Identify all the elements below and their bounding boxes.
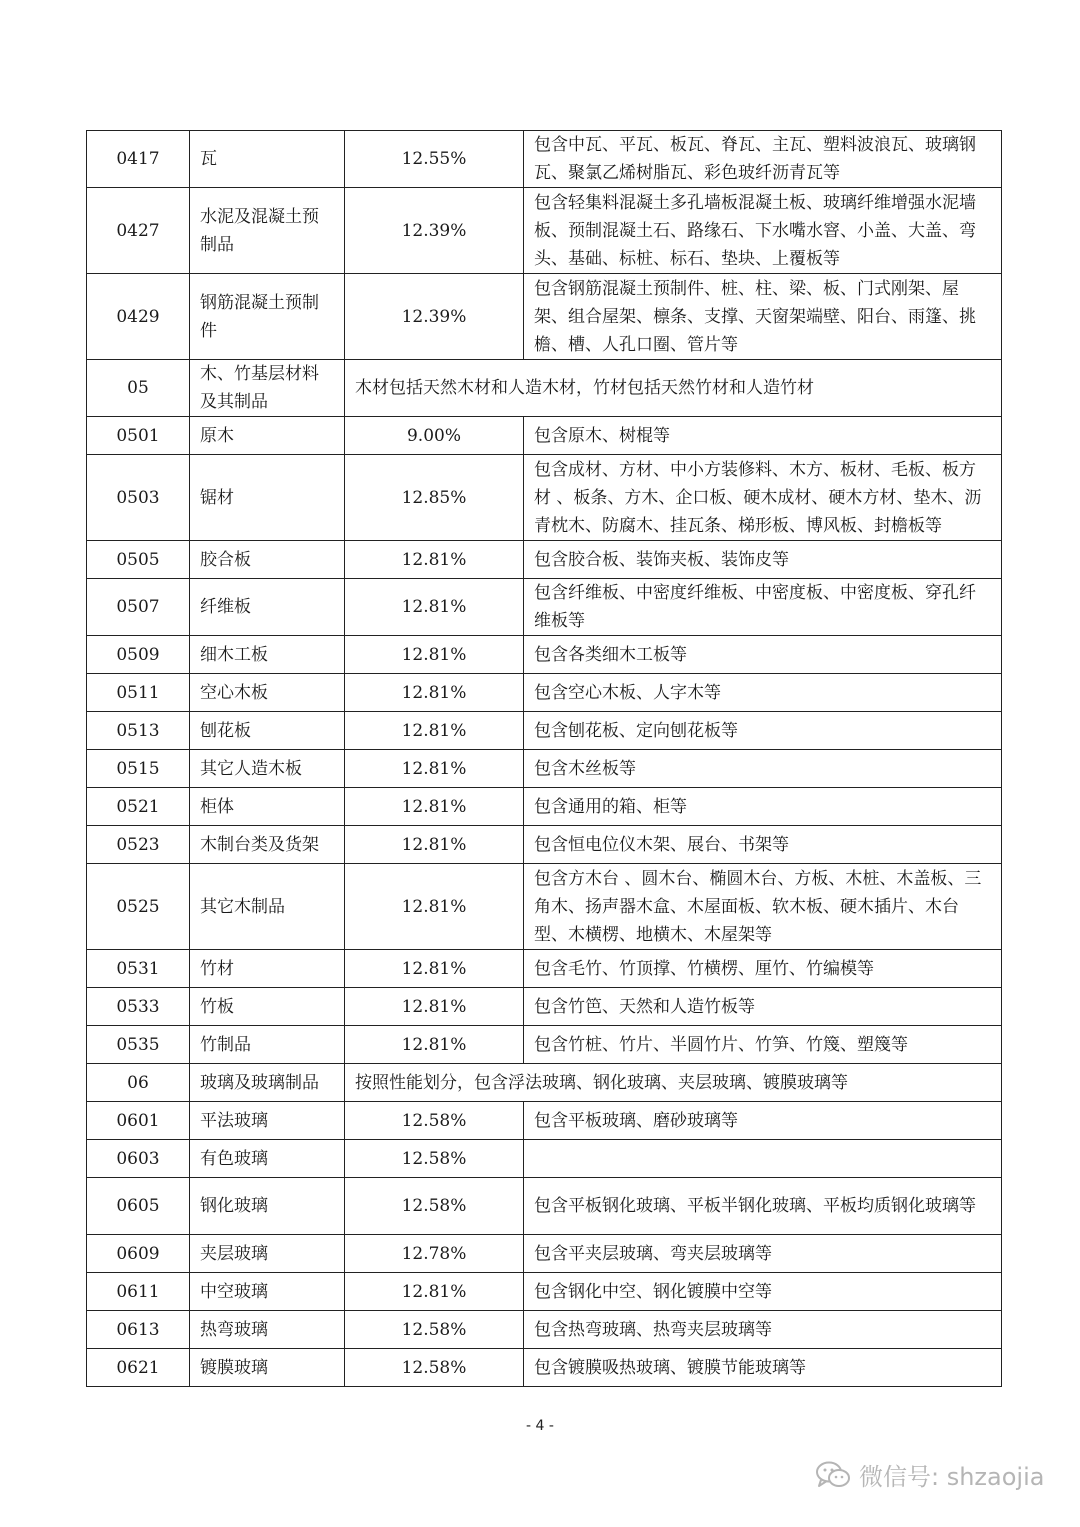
table-row <box>87 417 1002 455</box>
row-name: 中空玻璃 <box>190 1273 345 1311</box>
row-description: 包含原木、树棍等 <box>524 417 1002 455</box>
row-rate: 12.81% <box>345 579 524 636</box>
row-description: 包含平夹层玻璃、弯夹层玻璃等 <box>524 1235 1002 1273</box>
row-code: 0417 <box>87 131 190 188</box>
row-code: 0611 <box>87 1273 190 1311</box>
row-rate: 12.81% <box>345 826 524 864</box>
row-code: 0609 <box>87 1235 190 1273</box>
row-code: 05 <box>87 360 190 417</box>
table-row <box>87 579 1002 636</box>
row-rate: 9.00% <box>345 417 524 455</box>
row-category-note: 按照性能划分，包含浮法玻璃、钢化玻璃、夹层玻璃、镀膜玻璃等 <box>345 1064 1002 1102</box>
row-name: 细木工板 <box>190 636 345 674</box>
row-code: 06 <box>87 1064 190 1102</box>
row-code: 0521 <box>87 788 190 826</box>
table-row <box>87 1273 1002 1311</box>
row-rate: 12.81% <box>345 1273 524 1311</box>
row-name: 其它木制品 <box>190 864 345 950</box>
table-row <box>87 826 1002 864</box>
table-row <box>87 950 1002 988</box>
row-code: 0525 <box>87 864 190 950</box>
row-description: 包含轻集料混凝土多孔墙板混凝土板、玻璃纤维增强水泥墙板、预制混凝土石、路缘石、下水嘴水窨、小盖、大盖、弯头、基础、标桩、标石、垫块、上覆板等 <box>524 188 1002 274</box>
row-description: 包含中瓦、平瓦、板瓦、脊瓦、主瓦、塑料波浪瓦、玻璃钢瓦、聚氯乙烯树脂瓦、彩色玻纤沥青瓦等 <box>524 131 1002 188</box>
page-number: - 4 - <box>526 1418 554 1434</box>
row-name: 平法玻璃 <box>190 1102 345 1140</box>
row-name: 原木 <box>190 417 345 455</box>
row-description: 包含方木台 、圆木台、椭圆木台、方板、木桩、木盖板、三角木、扬声器木盒、木屋面板、软木板、硬木插片、木台型、木横楞、地横木、木屋架等 <box>524 864 1002 950</box>
row-name: 瓦 <box>190 131 345 188</box>
table-row <box>87 1064 1002 1102</box>
row-code: 0605 <box>87 1178 190 1235</box>
row-name: 镀膜玻璃 <box>190 1349 345 1387</box>
row-code: 0427 <box>87 188 190 274</box>
row-name: 木制台类及货架 <box>190 826 345 864</box>
row-description: 包含钢化中空、钢化镀膜中空等 <box>524 1273 1002 1311</box>
row-description: 包含竹笆、天然和人造竹板等 <box>524 988 1002 1026</box>
row-description: 包含木丝板等 <box>524 750 1002 788</box>
table-row <box>87 636 1002 674</box>
table-row <box>87 274 1002 360</box>
row-code: 0507 <box>87 579 190 636</box>
row-rate: 12.81% <box>345 988 524 1026</box>
row-name: 水泥及混凝土预制品 <box>190 188 345 274</box>
row-description: 包含钢筋混凝土预制件、桩、柱、梁、板、门式刚架、屋架、组合屋架、檩条、支撑、天窗架端壁、阳台、雨篷、挑檐、槽、人孔口圈、管片等 <box>524 274 1002 360</box>
wechat-icon <box>815 1460 851 1490</box>
table-row <box>87 1140 1002 1178</box>
row-name: 木、竹基层材料及其制品 <box>190 360 345 417</box>
row-rate: 12.39% <box>345 188 524 274</box>
row-rate: 12.81% <box>345 950 524 988</box>
row-rate: 12.58% <box>345 1102 524 1140</box>
table-row <box>87 1102 1002 1140</box>
table-row <box>87 788 1002 826</box>
row-rate: 12.81% <box>345 674 524 712</box>
table-row <box>87 188 1002 274</box>
row-code: 0535 <box>87 1026 190 1064</box>
row-code: 0601 <box>87 1102 190 1140</box>
row-name: 热弯玻璃 <box>190 1311 345 1349</box>
table-row <box>87 750 1002 788</box>
row-name: 胶合板 <box>190 541 345 579</box>
table-row <box>87 988 1002 1026</box>
row-rate: 12.58% <box>345 1311 524 1349</box>
table-row <box>87 1178 1002 1235</box>
row-name: 刨花板 <box>190 712 345 750</box>
row-name: 竹材 <box>190 950 345 988</box>
row-rate: 12.81% <box>345 541 524 579</box>
row-description: 包含纤维板、中密度纤维板、中密度板、中密度板、穿孔纤维板等 <box>524 579 1002 636</box>
row-code: 0533 <box>87 988 190 1026</box>
table-row <box>87 541 1002 579</box>
watermark-text: 微信号: shzaojia <box>859 1463 1045 1491</box>
row-code: 0515 <box>87 750 190 788</box>
row-rate: 12.81% <box>345 712 524 750</box>
row-name: 玻璃及玻璃制品 <box>190 1064 345 1102</box>
row-rate: 12.39% <box>345 274 524 360</box>
row-name: 竹板 <box>190 988 345 1026</box>
row-name: 空心木板 <box>190 674 345 712</box>
row-description: 包含竹桩、竹片、半圆竹片、竹笋、竹篾、塑篾等 <box>524 1026 1002 1064</box>
table-row <box>87 455 1002 541</box>
table-row <box>87 1026 1002 1064</box>
row-description: 包含平板钢化玻璃、平板半钢化玻璃、平板均质钢化玻璃等 <box>524 1178 1002 1235</box>
row-description: 包含恒电位仪木架、展台、书架等 <box>524 826 1002 864</box>
table-row <box>87 1311 1002 1349</box>
table-row <box>87 1349 1002 1387</box>
row-name: 纤维板 <box>190 579 345 636</box>
table-row <box>87 674 1002 712</box>
row-name: 锯材 <box>190 455 345 541</box>
rate-table <box>86 130 1002 1387</box>
row-rate: 12.58% <box>345 1178 524 1235</box>
row-description: 包含各类细木工板等 <box>524 636 1002 674</box>
table-row <box>87 864 1002 950</box>
row-name: 钢化玻璃 <box>190 1178 345 1235</box>
row-category-note: 木材包括天然木材和人造木材，竹材包括天然竹材和人造竹材 <box>345 360 1002 417</box>
row-rate: 12.81% <box>345 788 524 826</box>
row-rate: 12.58% <box>345 1140 524 1178</box>
row-code: 0501 <box>87 417 190 455</box>
row-code: 0503 <box>87 455 190 541</box>
row-code: 0621 <box>87 1349 190 1387</box>
row-rate: 12.81% <box>345 636 524 674</box>
table-row <box>87 360 1002 417</box>
rate-table-body <box>87 131 1002 1387</box>
row-rate: 12.81% <box>345 864 524 950</box>
row-description <box>524 1140 1002 1178</box>
row-description: 包含镀膜吸热玻璃、镀膜节能玻璃等 <box>524 1349 1002 1387</box>
row-description: 包含毛竹、竹顶撑、竹横楞、厘竹、竹编模等 <box>524 950 1002 988</box>
row-name: 夹层玻璃 <box>190 1235 345 1273</box>
row-code: 0505 <box>87 541 190 579</box>
row-name: 其它人造木板 <box>190 750 345 788</box>
row-rate: 12.58% <box>345 1349 524 1387</box>
row-description: 包含平板玻璃、磨砂玻璃等 <box>524 1102 1002 1140</box>
row-rate: 12.78% <box>345 1235 524 1273</box>
table-row <box>87 131 1002 188</box>
row-description: 包含刨花板、定向刨花板等 <box>524 712 1002 750</box>
row-description: 包含成材、方材、中小方装修料、木方、板材、毛板、板方材 、板条、方木、企口板、硬木成材、硬木方材、垫木、沥青枕木、防腐木、挂瓦条、梯形板、博风板、封檐板等 <box>524 455 1002 541</box>
row-name: 竹制品 <box>190 1026 345 1064</box>
row-code: 0603 <box>87 1140 190 1178</box>
row-code: 0531 <box>87 950 190 988</box>
row-code: 0511 <box>87 674 190 712</box>
row-rate: 12.55% <box>345 131 524 188</box>
table-row <box>87 1235 1002 1273</box>
row-name: 柜体 <box>190 788 345 826</box>
row-code: 0613 <box>87 1311 190 1349</box>
row-name: 有色玻璃 <box>190 1140 345 1178</box>
row-description: 包含通用的箱、柜等 <box>524 788 1002 826</box>
row-code: 0429 <box>87 274 190 360</box>
row-name: 钢筋混凝土预制件 <box>190 274 345 360</box>
row-rate: 12.81% <box>345 750 524 788</box>
row-code: 0523 <box>87 826 190 864</box>
table-row <box>87 712 1002 750</box>
watermark <box>815 1457 1044 1492</box>
row-code: 0513 <box>87 712 190 750</box>
row-rate: 12.85% <box>345 455 524 541</box>
row-rate: 12.81% <box>345 1026 524 1064</box>
row-description: 包含热弯玻璃、热弯夹层玻璃等 <box>524 1311 1002 1349</box>
row-code: 0509 <box>87 636 190 674</box>
row-description: 包含胶合板、装饰夹板、装饰皮等 <box>524 541 1002 579</box>
row-description: 包含空心木板、人字木等 <box>524 674 1002 712</box>
